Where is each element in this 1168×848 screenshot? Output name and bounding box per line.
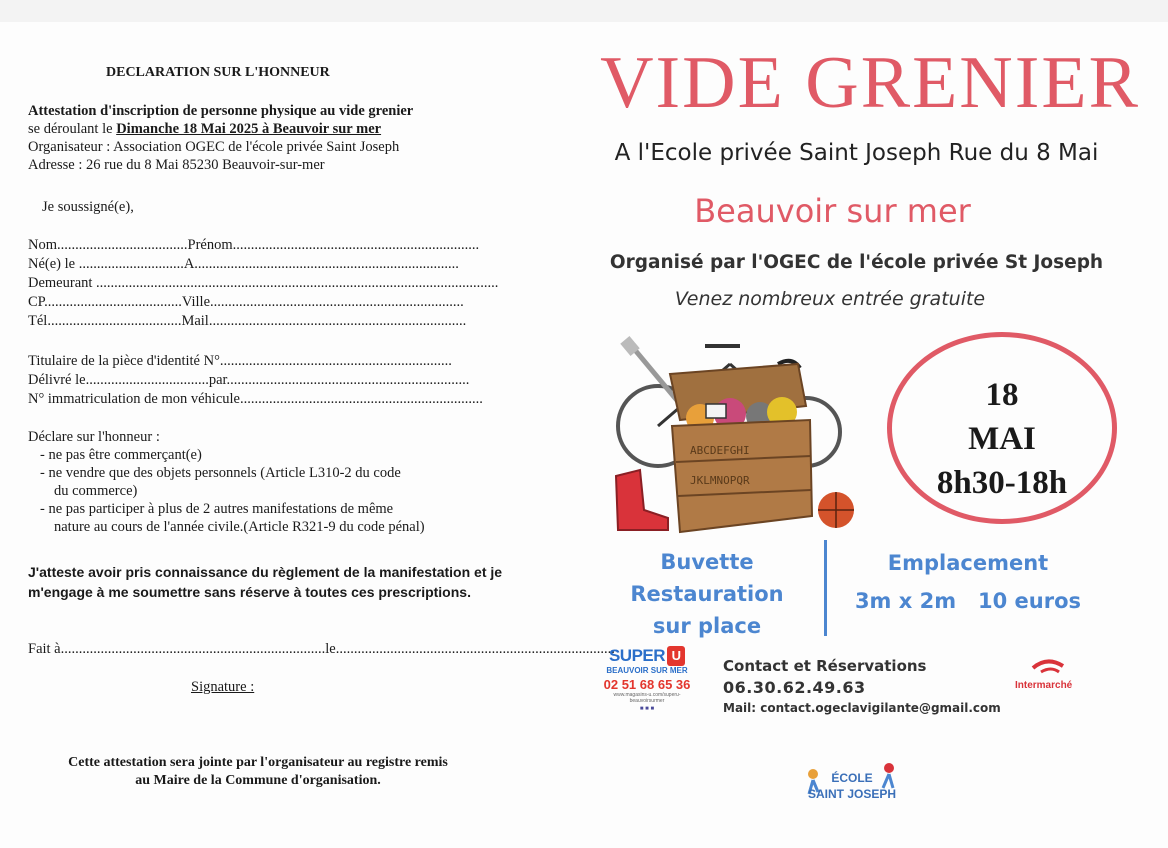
closing-note	[28, 754, 488, 790]
field-piece-identite: Titulaire de la pièce d'identité N°................................................................	[28, 353, 452, 369]
superu-service-icons: ■ ■ ■	[639, 706, 655, 712]
identity-fields	[28, 236, 528, 331]
soussigne: Je soussigné(e),	[42, 199, 134, 215]
adresse-line: Adresse : 26 rue du 8 Mai 85230 Beauvoir-sur-mer	[28, 157, 325, 173]
attestation-prefix: se déroulant le	[28, 121, 117, 137]
school-logo-line2: SAINT JOSEPH	[807, 787, 897, 801]
declare-heading: Déclare sur l'honneur :	[28, 429, 160, 445]
treasure-chest-icon	[610, 334, 855, 534]
attestation-line1: Attestation d'inscription de personne physique au vide grenier	[28, 103, 414, 119]
declare-item: - ne vendre que des objets personnels (Article L310-2 du code	[40, 465, 401, 481]
declaration-list	[28, 428, 498, 536]
intermarche-name: Intermarché	[1015, 680, 1073, 691]
contact-mail: Mail: contact.ogeclavigilante@gmail.com	[723, 701, 1001, 715]
field-tel-mail: Tél.....................................Mail.......................................................................	[28, 313, 467, 329]
emplacement-price: 3m x 2m 10 euros	[854, 589, 1082, 613]
signature-label: Signature :	[191, 679, 255, 695]
intermarche-logo	[1013, 656, 1077, 692]
flyer-invite: Venez nombreux entrée gratuite	[674, 288, 986, 310]
svg-text:JKLMNOPQR: JKLMNOPQR	[690, 474, 750, 487]
event-date: Dimanche 18 Mai 2025 à Beauvoir sur mer	[116, 121, 382, 137]
divider	[824, 540, 827, 636]
contact-heading: Contact et Réservations	[723, 657, 927, 675]
declare-item-cont: du commerce)	[54, 483, 138, 499]
service-buvette: Buvette	[660, 550, 754, 574]
fait-a-line: Fait à.........................................................................le.............................................................................	[28, 641, 615, 657]
emplacement	[833, 544, 1103, 620]
superu-name: SUPER	[608, 646, 666, 665]
ecole-saint-joseph-logo	[805, 760, 899, 804]
service-sur-place: sur place	[652, 614, 762, 638]
id-document-fields	[28, 352, 528, 409]
event-flyer	[565, 0, 1168, 848]
declare-item-cont: nature au cours de l'année civile.(Article R321-9 du code pénal)	[54, 519, 425, 535]
date-day: 18	[985, 377, 1019, 413]
declare-item: - ne pas participer à plus de 2 autres manifestations de même	[40, 501, 394, 517]
svg-text:ABCDEFGHI: ABCDEFGHI	[690, 444, 750, 457]
field-demeurant: Demeurant ...............................................................................................................	[28, 275, 499, 291]
contact-phone: 06.30.62.49.63	[723, 678, 866, 697]
school-logo-line1: ÉCOLE	[831, 771, 873, 785]
superu-logo	[599, 646, 695, 712]
attest-line1: J'atteste avoir pris connaissance du règlement de la manifestation et je	[28, 564, 503, 580]
attestation-line2	[28, 120, 413, 138]
flyer-title: VIDE GRENIER	[600, 42, 1140, 124]
closing-line1: Cette attestation sera jointe par l'organisateur au registre remis	[68, 755, 448, 770]
flyer-venue: A l'Ecole privée Saint Joseph Rue du 8 Mai	[614, 140, 1099, 166]
superu-u-icon: U	[667, 646, 685, 666]
service-restauration: Restauration	[630, 582, 784, 606]
emplacement-label: Emplacement	[887, 551, 1049, 575]
date-hours: 8h30-18h	[936, 465, 1068, 501]
field-nom-prenom: Nom....................................Prénom....................................................................	[28, 237, 480, 253]
declare-item: - ne pas être commerçant(e)	[40, 447, 202, 463]
field-immatriculation: N° immatriculation de mon véhicule...................................................................	[28, 391, 483, 407]
contact-block	[723, 656, 1001, 719]
superu-phone: 02 51 68 65 36	[603, 677, 691, 692]
superu-website: www.magasins-u.com/superu-beauvoirsurmer	[613, 692, 681, 704]
attest-statement	[28, 562, 533, 602]
date-month: MAI	[968, 421, 1036, 457]
services	[617, 546, 797, 642]
field-delivre: Délivré le..................................par...................................................................	[28, 372, 470, 388]
attest-line2: m'engage à me soumettre sans réserve à toutes ces prescriptions.	[28, 584, 471, 600]
field-cp-ville: CP......................................Ville......................................................................	[28, 294, 464, 310]
organisateur-line: Organisateur : Association OGEC de l'école privée Saint Joseph	[28, 139, 400, 155]
closing-line2: au Maire de la Commune d'organisation.	[135, 773, 381, 788]
attestation-block	[28, 102, 413, 174]
flyer-town: Beauvoir sur mer	[694, 192, 971, 230]
superu-town: BEAUVOIR SUR MER	[606, 666, 688, 675]
date-circle	[887, 332, 1117, 524]
form-title: DECLARATION SUR L'HONNEUR	[106, 65, 330, 80]
field-naissance: Né(e) le .............................A.........................................................................	[28, 256, 459, 272]
flyer-organizer: Organisé par l'OGEC de l'école privée St Joseph	[609, 252, 1104, 273]
